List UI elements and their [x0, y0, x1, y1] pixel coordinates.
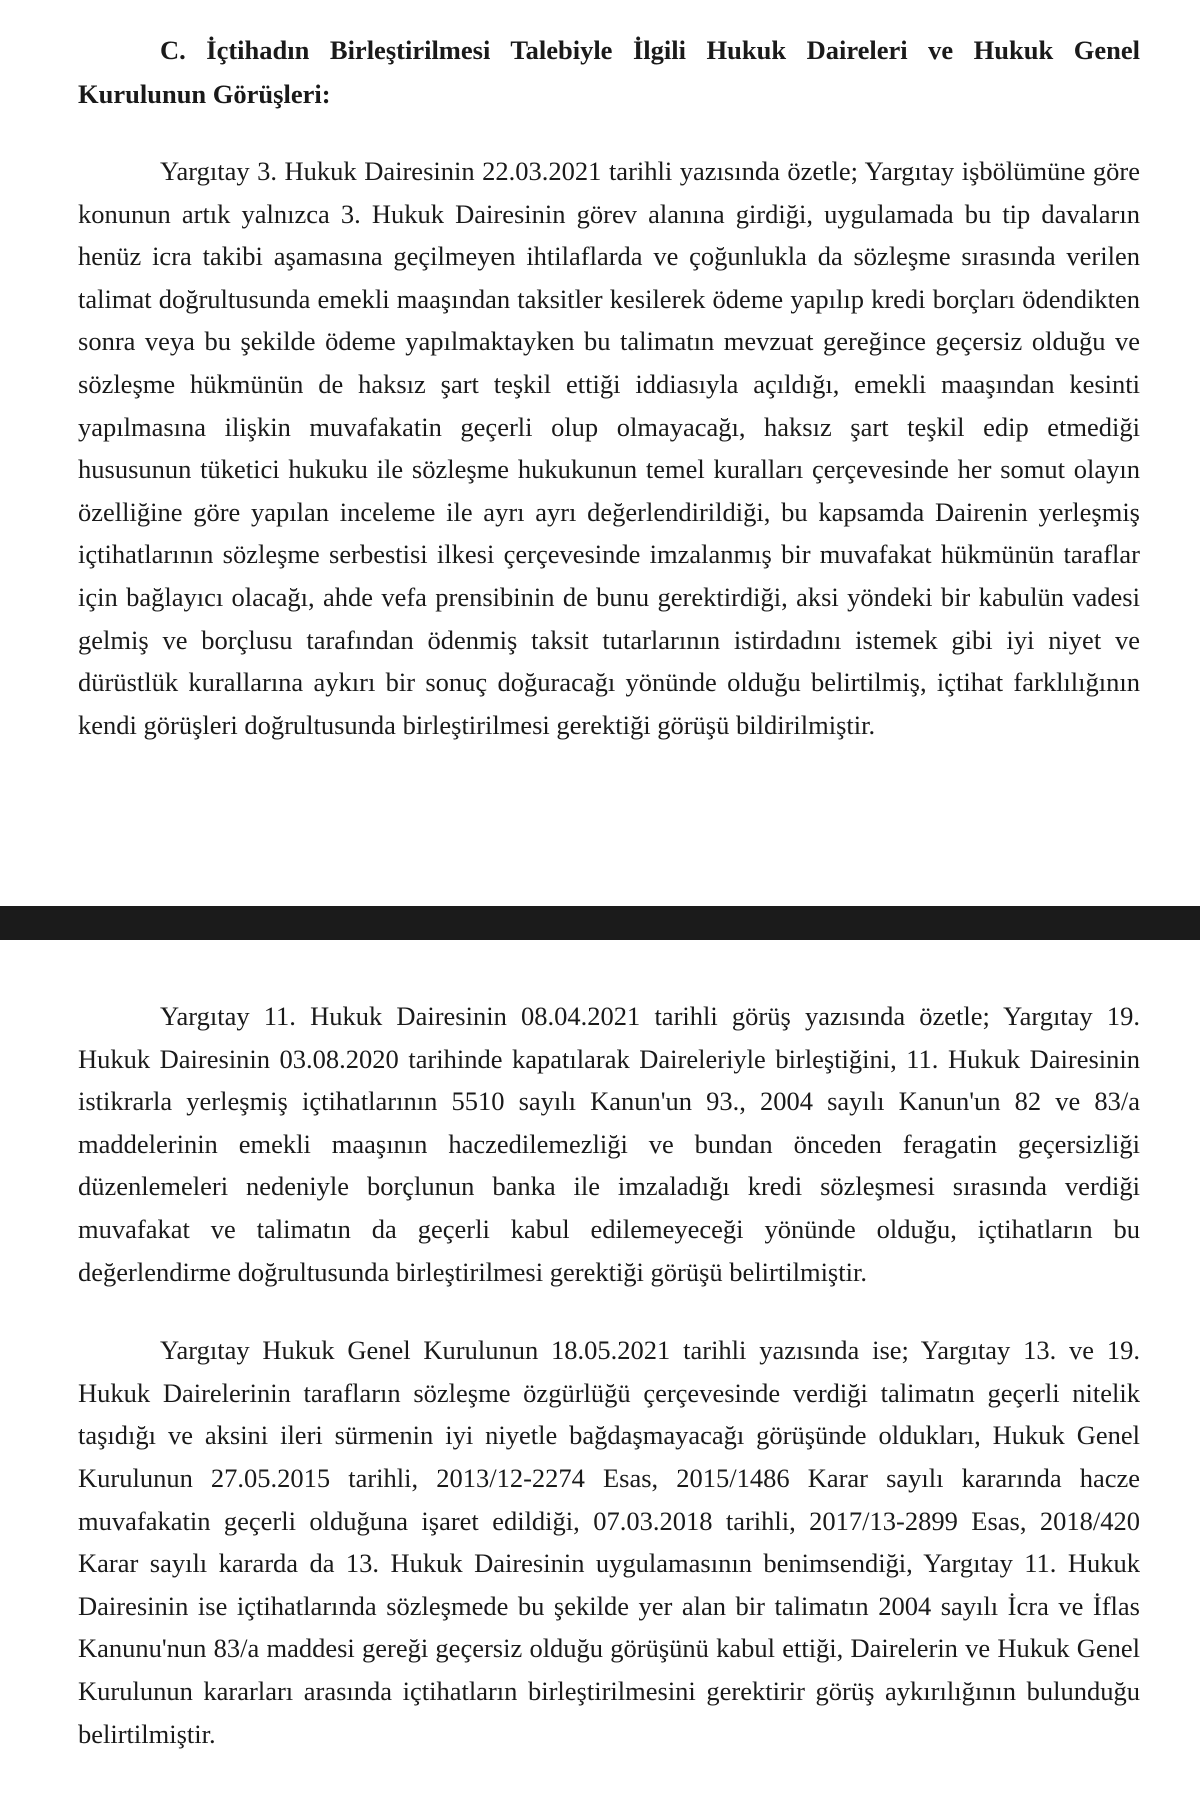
paragraph-3rd-chamber-opinion: Yargıtay 3. Hukuk Dairesinin 22.03.2021 tarihli yazısında özetle; Yargıtay işbölümüne göre konunun artık yalnızca 3. Hukuk Dairesinin görev alanına girdiği, uygulamada bu tip davaların henüz icra takibi aşamasına geçilmeyen ihtilaflarda ve çoğunlukla da sözleşme sırasında verilen talimat doğrultusunda emekli maaşından taksitler kesilerek ödeme yapılıp kredi borçları ödendikten sonra veya bu şekilde ödeme yapılmaktayken bu talimatın mevzuat gereğince geçersiz olduğu ve sözleşme hükmünün de haksız şart teşkil ettiği iddiasıyla açıldığı, emekli maaşından kesinti yapılmasına ilişkin muvafakatin geçerli olup olmayacağı, haksız şart teşkil edip etmediği hususunun tüketici hukuku ile sözleşme hukukunun temel kuralları çerçevesinde her somut olayın özelliğine göre yapılan inceleme ile ayrı ayrı değerlendirildiği, bu kapsamda Dairenin yerleşmiş içtihatlarının sözleşme serbestisi ilkesi çerçevesinde imzalanmış bir muvafakat hükmünün taraflar için bağlayıcı olacağı, ahde vefa prensibinin de bunu gerektirdiği, aksi yöndeki bir kabulün vadesi gelmiş ve borçlusu tarafından ödenmiş taksit tutarlarının istirdadını istemek gibi iyi niyet ve dürüstlük kurallarına aykırı bir sonuç doğuracağı yönünde olduğu belirtilmiş, içtihat farklılığının kendi görüşleri doğrultusunda birleştirilmesi gerektiği görüşü bildirilmiştir.: [78, 156, 1140, 740]
paragraph-11th-chamber-opinion: Yargıtay 11. Hukuk Dairesinin 08.04.2021 tarihli görüş yazısında özetle; Yargıtay 19. Hukuk Dairesinin 03.08.2020 tarihinde kapatılarak Daireleriyle birleştiğini, 11. Hukuk Dairesinin istikrarla yerleşmiş içtihatlarının 5510 sayılı Kanun'un 93., 2004 sayılı Kanun'un 82 ve 83/a maddelerinin emekli maaşının haczedilemezliği ve bundan önceden feragatin geçersizliği düzenlemeleri nedeniyle borçlunun banka ile imzaladığı kredi sözleşmesi sırasında verdiği muvafakat ve talimatın da geçerli kabul edilemeyeceği yönünde olduğu, içtihatların bu değerlendirme doğrultusunda birleştirilmesi gerektiği görüşü belirtilmiştir.: [78, 1001, 1140, 1287]
top-section: [78, 28, 1140, 746]
paragraph-general-assembly-opinion: Yargıtay Hukuk Genel Kurulunun 18.05.2021 tarihli yazısında ise; Yargıtay 13. ve 19. Hukuk Dairelerinin tarafların sözleşme özgürlüğü çerçevesinde verdiği talimatın geçerli nitelik taşıdığı ve aksini ileri sürmenin iyi niyetle bağdaşmayacağı görüşünde oldukları, Hukuk Genel Kurulunun 27.05.2015 tarihli, 2013/12-2274 Esas, 2015/1486 Karar sayılı kararında hacze muvafakatin geçerli olduğuna işaret edildiği, 07.03.2018 tarihli, 2017/13-2899 Esas, 2018/420 Karar sayılı kararda da 13. Hukuk Dairesinin uygulamasının benimsendiği, Yargıtay 11. Hukuk Dairesinin ise içtihatlarında sözleşmede bu şekilde yer alan bir talimatın 2004 sayılı İcra ve İflas Kanunu'nun 83/a maddesi gereği geçersiz olduğu görüşünü kabul ettiği, Dairelerin ve Hukuk Genel Kurulunun kararları arasında içtihatların birleştirilmesini gerektirir görüş aykırılığının bulunduğu belirtilmiştir.: [78, 1335, 1140, 1749]
section-heading: C. İçtihadın Birleştirilmesi Talebiyle İlgili Hukuk Daireleri ve Hukuk Genel Kurulunun Görüşleri:: [78, 35, 1140, 109]
black-divider-bar: [0, 906, 1200, 940]
bottom-section: [78, 995, 1140, 1755]
